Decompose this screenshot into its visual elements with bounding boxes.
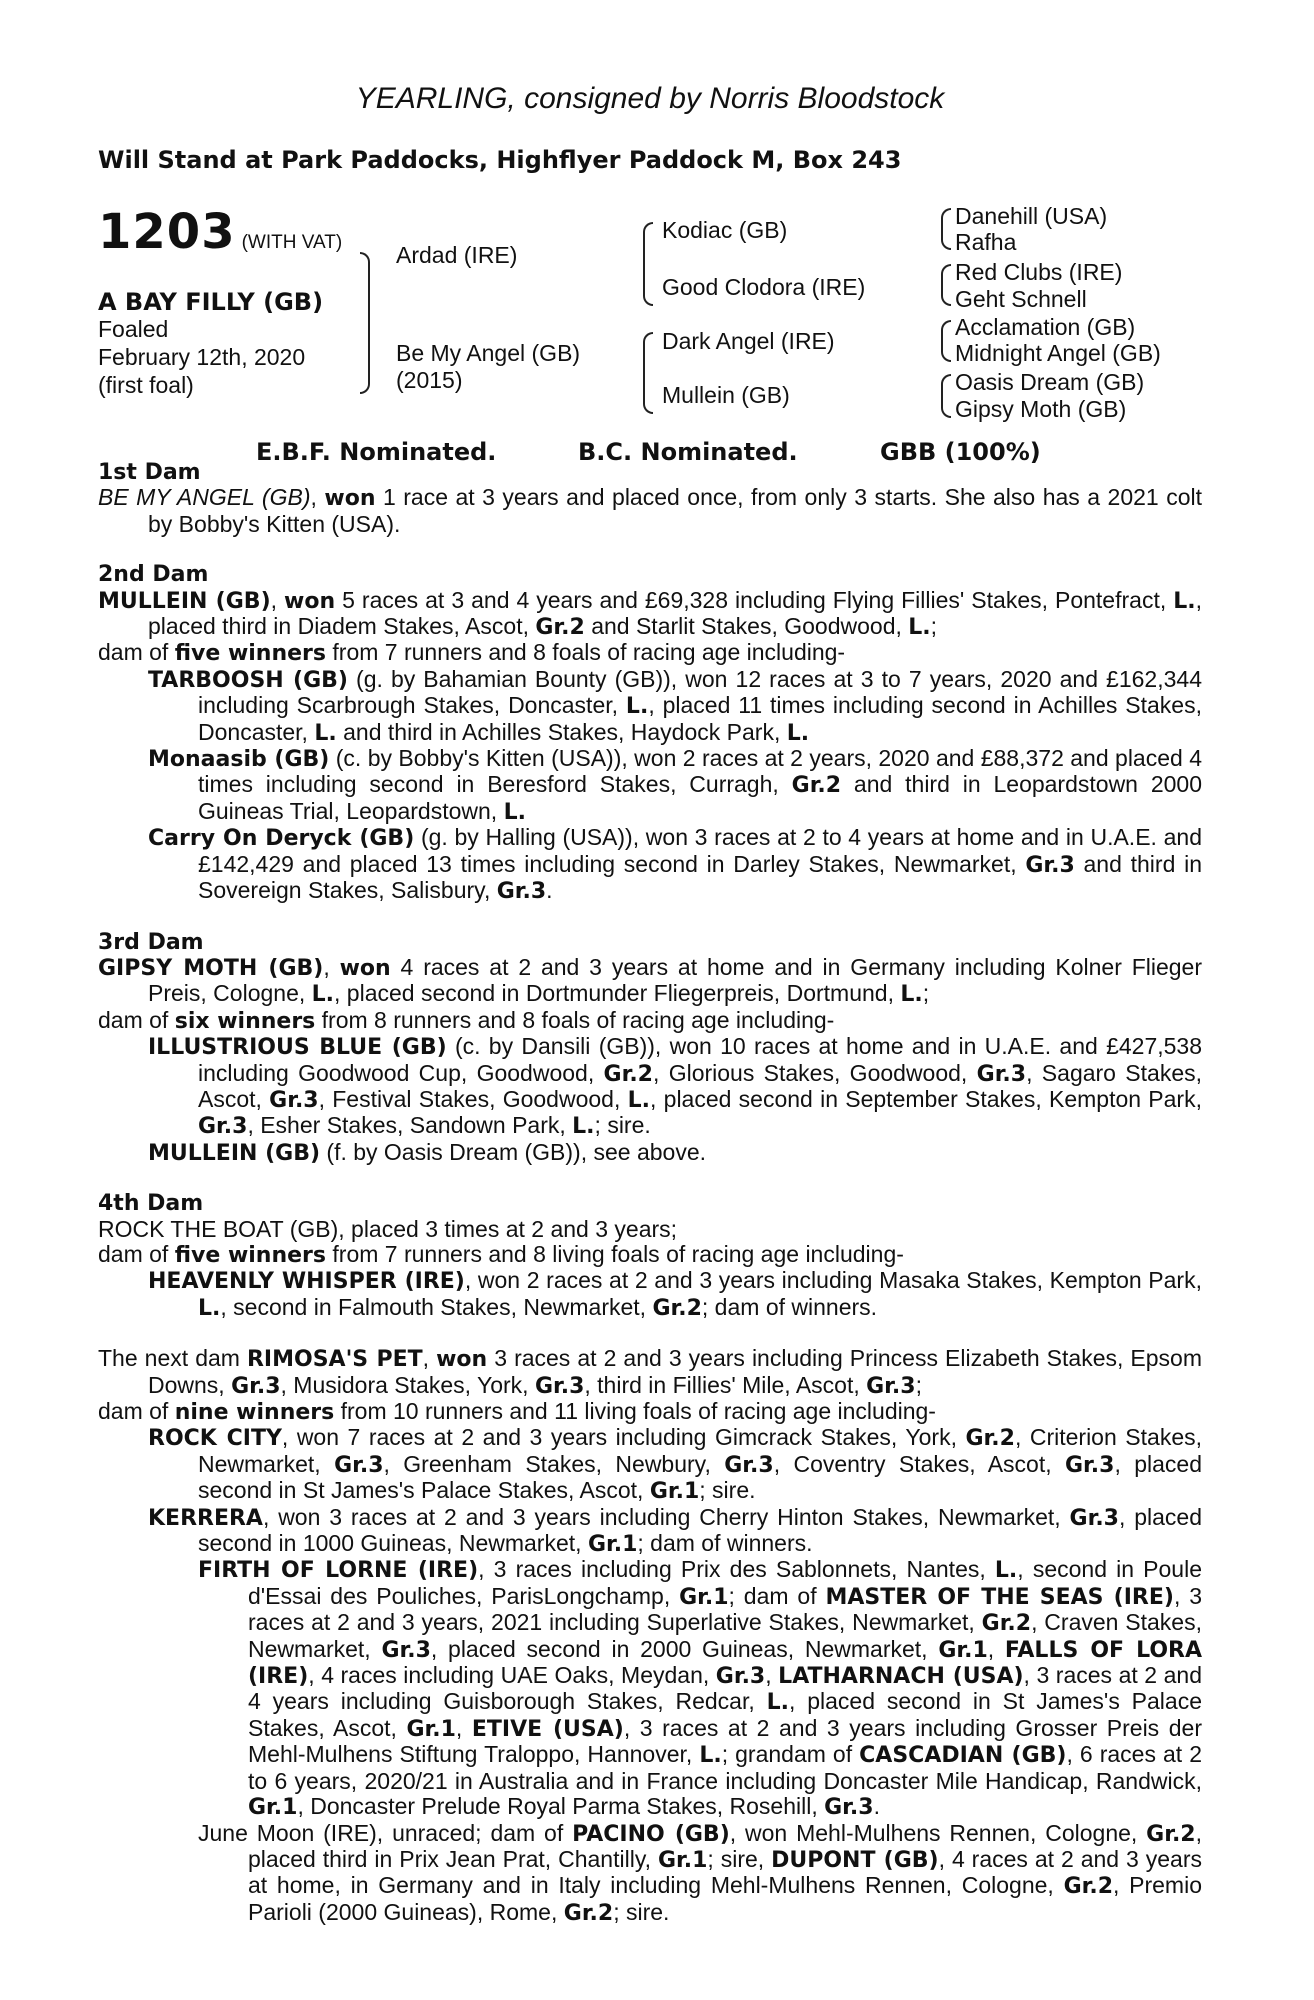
pedigree-dam: Be My Angel (GB) [396, 340, 581, 366]
progeny-illustrious-blue: ILLUSTRIOUS BLUE (GB) (c. by Dansili (GB)), won 10 races at home and in U.A.E. and £427,538 including Goodwood Cup, Goodwood, Gr.2, Glorious Stakes, Goodwood, Gr.3, Sagaro Stakes, Ascot, Gr.3, Festival Stakes, Goodwood, L., placed second in September Stakes, Kempton Park, Gr.3, Esher Stakes, Sandown Park, L.; sire. [148, 1033, 1203, 1140]
foaled-label: Foaled [98, 316, 169, 342]
pedigree-dam-year: (2015) [396, 367, 463, 393]
lot-number-block [98, 204, 342, 260]
fourth-dam-text: ROCK THE BOAT (GB), placed 3 times at 2 and 3 years; [98, 1215, 678, 1242]
progeny-rock-city: ROCK CITY, won 7 races at 2 and 3 years including Gimcrack Stakes, York, Gr.2, Criterion Stakes, Newmarket, Gr.3, Greenham Stakes, Newbury, Gr.3, Coventry Stakes, Ascot, Gr.3, placed second in St James's Palace Stakes, Ascot, Gr.1; sire. [148, 1424, 1202, 1505]
progeny-tarboosh: TARBOOSH (GB) (g. by Bahamian Bounty (GB)), won 12 races at 3 to 7 years, 2020 and £162,344 including Scarbrough Stakes, Doncaster, L., placed 11 times including second in Achilles Stakes, Doncaster, L. and third in Achilles Stakes, Haydock Park, L. [148, 665, 1202, 746]
foal-info [98, 315, 305, 399]
second-dam-heading: 2nd Dam [98, 562, 209, 588]
pedigree-notes [98, 460, 1202, 1926]
pedigree-g8: Gipsy Moth (GB) [955, 396, 1127, 422]
fourth-dam-produce: dam of five winners from 7 runners and 8 living foals of racing age including- [98, 1240, 904, 1268]
progeny-june-moon: June Moon (IRE), unraced; dam of PACINO (GB), won Mehl-Mulhens Rennen, Cologne, Gr.2, placed third in Prix Jean Prat, Chantilly, Gr.1; sire, DUPONT (GB), 4 races at 2 and 3 years at home, in Germany and in Italy including Mehl-Mulhens Rennen, Cologne, Gr.2, Premio Parioli (2000 Guineas), Rome, Gr.2; sire. [198, 1819, 1202, 1926]
stand-location: Will Stand at Park Paddocks, Highflyer Paddock M, Box 243 [98, 146, 902, 174]
vat-note: (WITH VAT) [241, 232, 343, 253]
progeny-firth-of-lorne: FIRTH OF LORNE (IRE), 3 races including Prix des Sablonnets, Nantes, L., second in Poule d'Essai des Pouliches, ParisLongchamp, Gr.1; dam of MASTER OF THE SEAS (IRE), 3 races at 2 and 3 years, 2021 including Superlative Stakes, Newmarket, Gr.2, Craven Stakes, Newmarket, Gr.3, placed second in 2000 Guineas, Newmarket, Gr.1, FALLS OF LORA (IRE), 4 races including UAE Oaks, Meydan, Gr.3, LATHARNACH (USA), 3 races at 2 and 4 years including Guisborough Stakes, Redcar, L., placed second in St James's Palace Stakes, Ascot, Gr.1, ETIVE (USA), 3 races at 2 and 3 years including Grosser Preis der Mehl-Mulhens Stiftung Traloppo, Hannover, L.; grandam of CASCADIAN (GB), 6 races at 2 to 6 years, 2020/21 in Australia and in France including Doncaster Mile Handicap, Randwick, Gr.1, Doncaster Prelude Royal Parma Stakes, Rosehill, Gr.3. [198, 1556, 1202, 1821]
ebf-nomination: E.B.F. Nominated. [256, 438, 497, 466]
pedigree-brace-g12 [941, 208, 951, 250]
pedigree-brace-g34 [941, 264, 951, 306]
progeny-mullein: MULLEIN (GB) (f. by Oasis Dream (GB)), see above. [148, 1138, 707, 1166]
progeny-carry-on-deryck: Carry On Deryck (GB) (g. by Halling (USA)), won 3 races at 2 to 4 years at home and in U.A.E. and £142,429 and placed 13 times including second in Darley Stakes, Newmarket, Gr.3 and third in Sovereign Stakes, Salisbury, Gr.3. [148, 824, 1202, 905]
pedigree-brace-g78 [941, 374, 951, 418]
horse-name: A BAY FILLY (GB) [98, 288, 324, 316]
lot-number: 1203 [98, 204, 236, 260]
foal-note: (first foal) [98, 372, 194, 398]
pedigree-g5: Acclamation (GB) [955, 314, 1136, 340]
third-dam-text: GIPSY MOTH (GB), won 4 races at 2 and 3 years at home and in Germany including Kolner Flieger Preis, Cologne, L., placed second in Dortmunder Fliegerpreis, Dortmund, L.; [98, 953, 1203, 1008]
pedigree-sire: Ardad (IRE) [396, 242, 518, 268]
next-dam-text: The next dam RIMOSA'S PET, won 3 races at 2 and 3 years including Princess Elizabeth Stakes, Epsom Downs, Gr.3, Musidora Stakes, York, Gr.3, third in Fillies' Mile, Ascot, Gr.3; [98, 1345, 1202, 1399]
second-dam-produce: dam of five winners from 7 runners and 8 foals of racing age including- [98, 639, 846, 667]
foaled-date: February 12th, 2020 [98, 344, 306, 370]
progeny-heavenly-whisper: HEAVENLY WHISPER (IRE), won 2 races at 2 and 3 years including Masaka Stakes, Kempton Park, L., second in Falmouth Stakes, Newmarket, Gr.2; dam of winners. [148, 1267, 1202, 1321]
pedigree-brace-main [360, 252, 370, 394]
pedigree-dam-dam: Mullein (GB) [662, 382, 790, 408]
first-dam-text: BE MY ANGEL (GB), won 1 race at 3 years and placed once, from only 3 starts. She also has a 2021 colt by Bobby's Kitten (USA). [98, 484, 1202, 537]
second-dam-text: MULLEIN (GB), won 5 races at 3 and 4 years and £69,328 including Flying Fillies' Stakes, Pontefract, L., placed third in Diadem Stakes, Ascot, Gr.2 and Starlit Stakes, Goodwood, L.; [98, 586, 1202, 641]
fourth-dam-heading: 4th Dam [98, 1191, 204, 1217]
pedigree-g4: Geht Schnell [955, 286, 1087, 312]
progeny-kerrera: KERRERA, won 3 races at 2 and 3 years including Cherry Hinton Stakes, Newmarket, Gr.3, placed second in 1000 Guineas, Newmarket, Gr.1; dam of winners. [148, 1503, 1203, 1558]
pedigree-g7: Oasis Dream (GB) [955, 369, 1145, 395]
pedigree-g1: Danehill (USA) [955, 203, 1108, 229]
consignment-line: YEARLING, consigned by Norris Bloodstock [355, 82, 945, 115]
gbb-note: GBB (100%) [880, 438, 1041, 466]
pedigree-dam-sire: Dark Angel (IRE) [662, 328, 835, 354]
progeny-monaasib: Monaasib (GB) (c. by Bobby's Kitten (USA)), won 2 races at 2 years, 2020 and £88,372 and placed 4 times including second in Beresford Stakes, Curragh, Gr.2 and third in Leopardstown 2000 Guineas Trial, Leopardstown, L. [148, 745, 1202, 825]
pedigree-brace-sire [643, 222, 653, 306]
first-dam-heading: 1st Dam [98, 460, 201, 485]
pedigree-brace-dam [643, 332, 653, 414]
pedigree-g2: Rafha [955, 229, 1017, 255]
third-dam-heading: 3rd Dam [98, 929, 204, 955]
third-dam-produce: dam of six winners from 8 runners and 8 foals of racing age including- [98, 1006, 835, 1034]
bc-nomination: B.C. Nominated. [578, 438, 798, 466]
pedigree-brace-g56 [941, 320, 951, 362]
next-dam-produce: dam of nine winners from 10 runners and 11 living foals of racing age including- [98, 1398, 936, 1425]
pedigree-sire-dam: Good Clodora (IRE) [662, 274, 866, 300]
pedigree-g6: Midnight Angel (GB) [955, 340, 1161, 366]
pedigree-sire-sire: Kodiac (GB) [662, 217, 788, 243]
pedigree-g3: Red Clubs (IRE) [955, 259, 1123, 285]
